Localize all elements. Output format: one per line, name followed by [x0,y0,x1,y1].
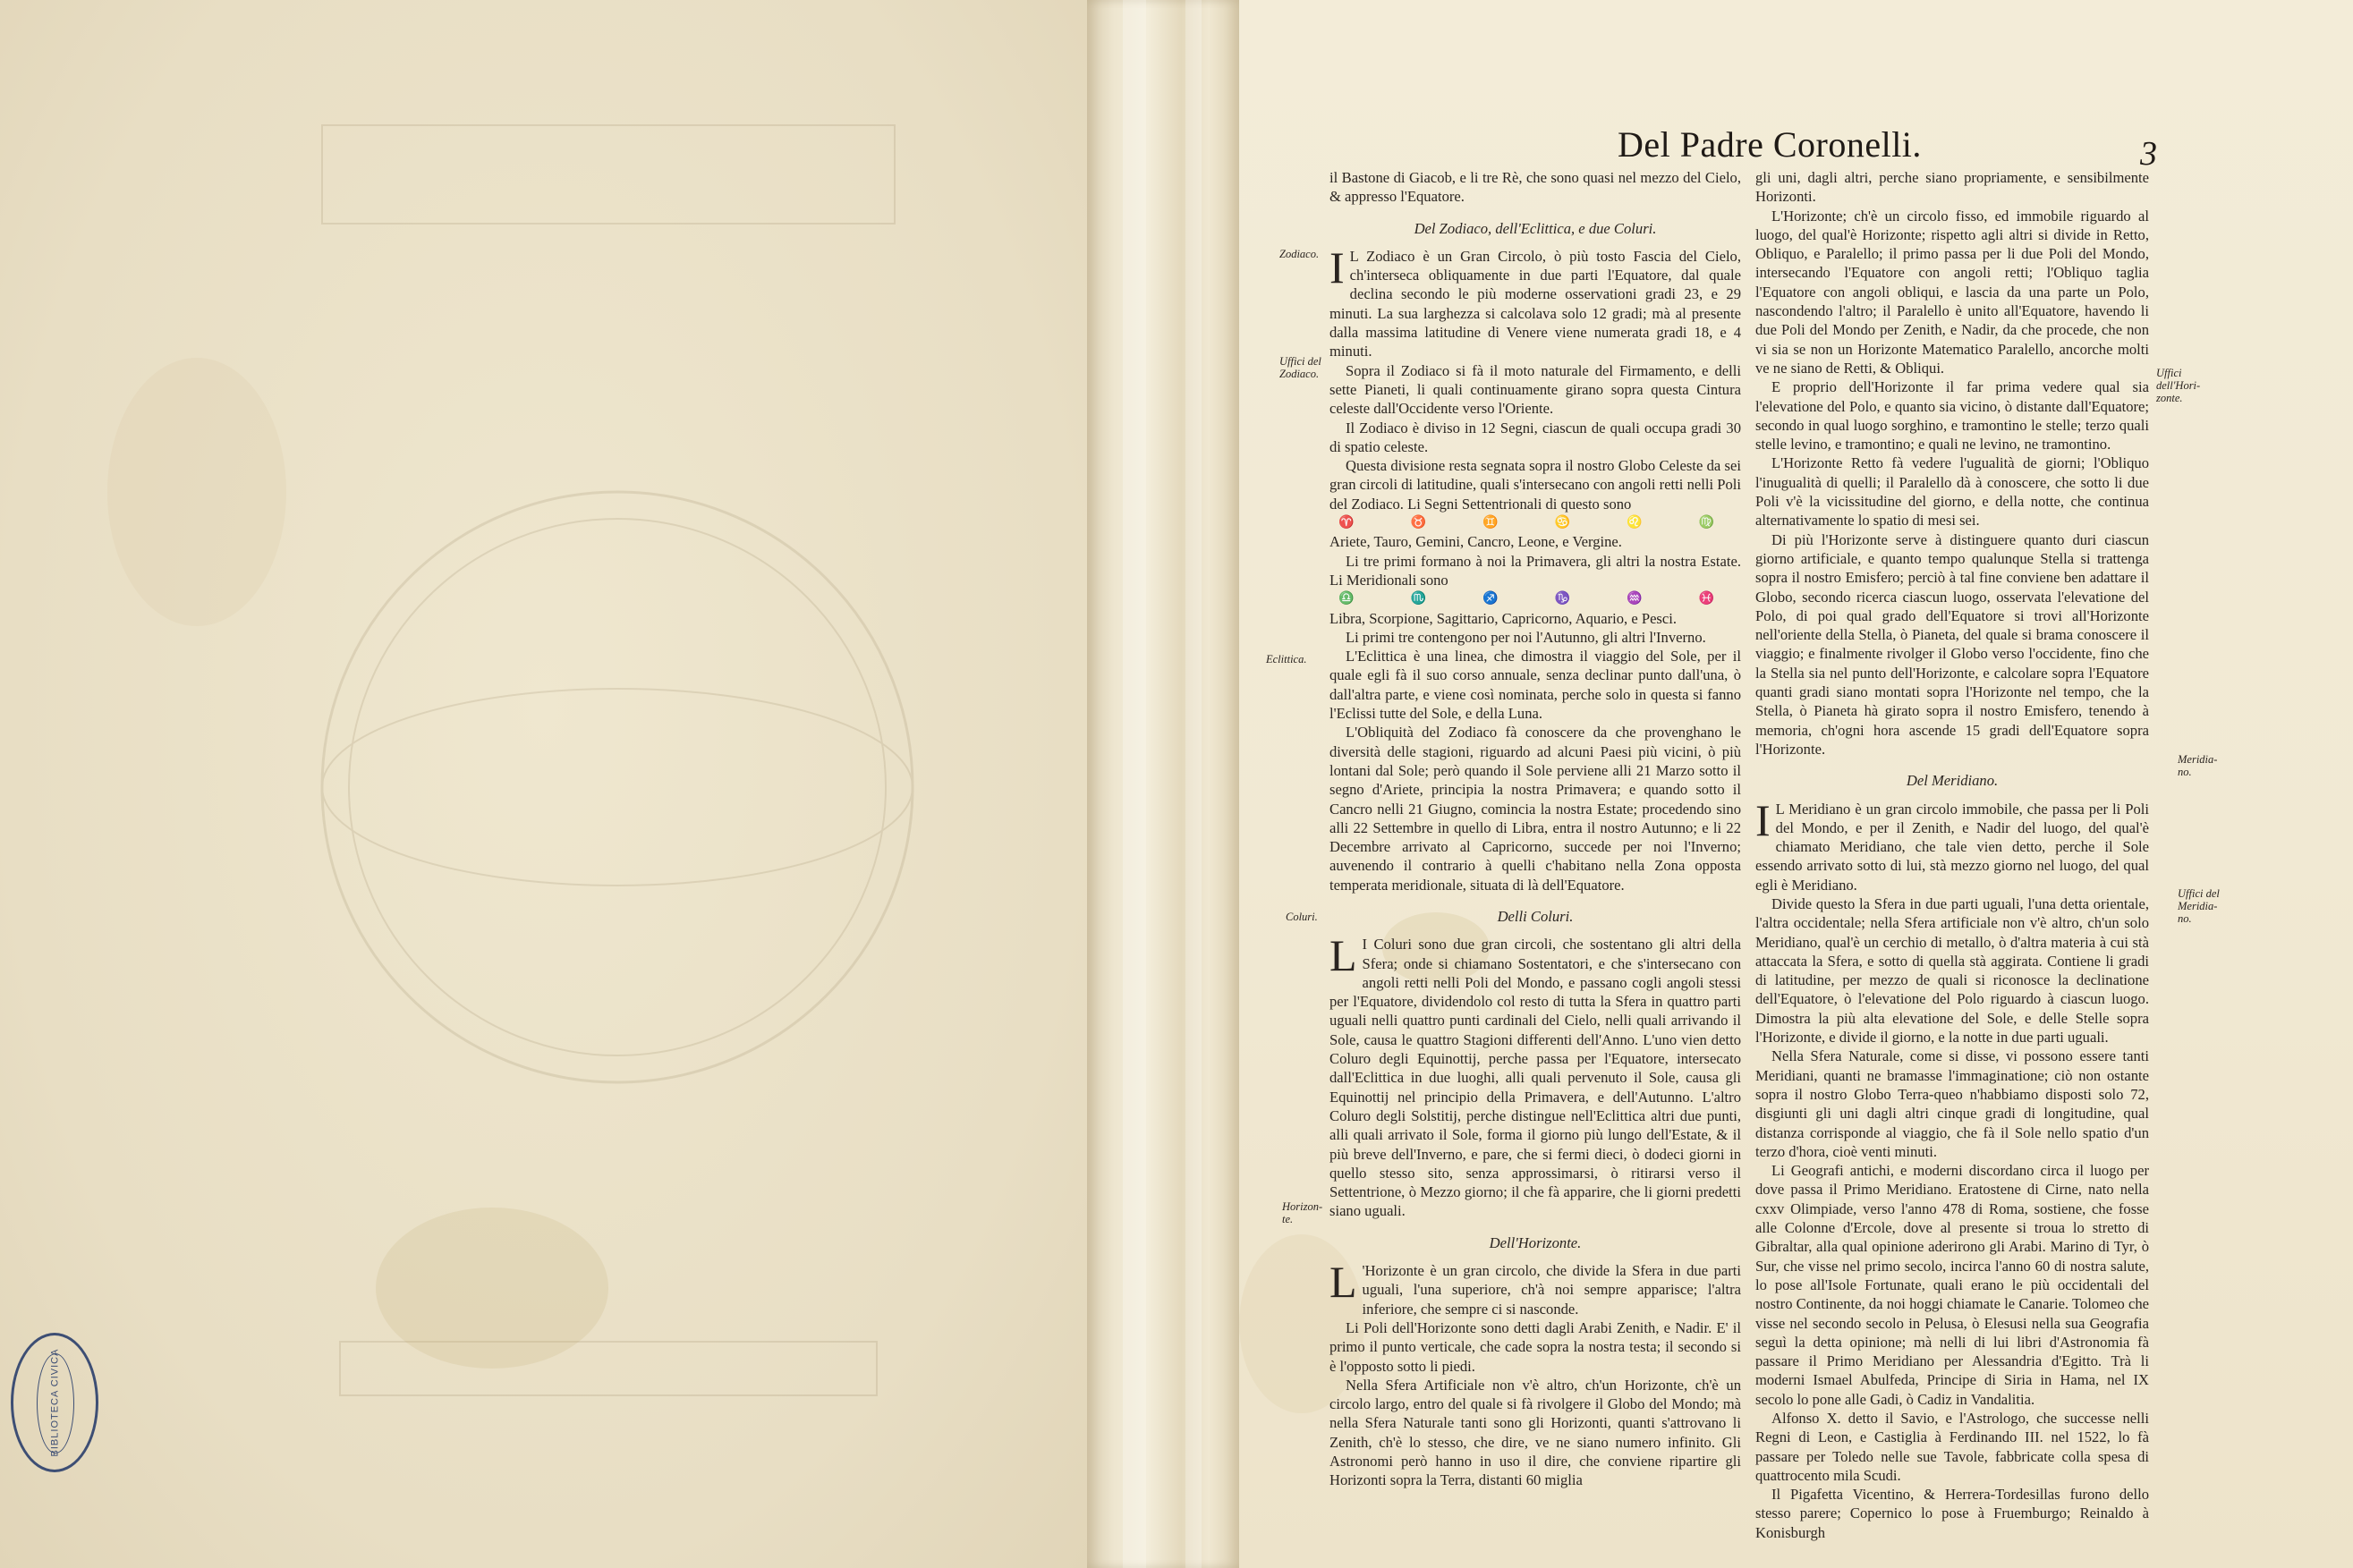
paragraph: Nella Sfera Artificiale non v'è altro, ch'un Horizonte, ch'è un circolo largo, entro del quale si fà rivolgere il Globo del Mondo; mà nella Sfera Naturale tanti sono gli Horizonti, quanti s'attrovano li Zenith, ch'è lo stesso, che dire, ve ne siano numero infinito. Gli Astronomi però hanno in uso il dire, che conviene ripartire gli Horizonti sopra la Terra, distanti 60 miglia [1329,1376,1741,1489]
zodiac-sign: ♒ [1627,592,1643,606]
running-header: Del Padre Coronelli. [1618,124,1922,165]
drop-cap: L [1329,1257,1357,1308]
paper-strip [1123,0,1146,1568]
paragraph: L'Horizonte Retto fà vedere l'ugualità de giorni; l'Obliquo l'inugualità di quelli; il Paralello dà à conoscere, che sotto li due Poli v'è la vicissitudine del giorno, e della notte, che continua alternativamente lo spatio di mesi sei. [1755,454,2149,530]
left-page-verso [0,0,1087,1568]
zodiac-sign: ♉ [1410,516,1426,530]
paragraph: 'Horizonte è un gran circolo, che divide la Sfera in due parti uguali, l'una superiore, ch'à noi sempre apparisce; l'altra inferiore, che sempre ci si nasconde. [1362,1262,1741,1318]
zodiac-sign: ♊ [1482,516,1499,530]
paragraph: Li Poli dell'Horizonte sono detti dagli Arabi Zenith, e Nadir. E' il primo il punto verticale, che cade sopra la nostra testa; il secondo si è l'opposto sotto li piedi. [1329,1318,1741,1375]
paragraph: E proprio dell'Horizonte il far prima vedere qual sia l'elevatione del Polo, e quanto sia vicino, ò distante dall'Equatore; secondo in qual luogo sorghino, e tramontino le stelle; terzo quali stelle levino, e tramontino; e quali ne levino, ne tramontino. [1755,378,2149,453]
margin-note-uffici-zodiaco: Uffici del Zodiaco. [1279,355,1321,380]
paragraph: Li Geografi antichi, e moderni discordano circa il luogo per dove passa il Primo Meridiano. Eratostene di Cirne, nato nella cxxv Olimpiade, verso l'anno 478 di Roma, sostiene, che fosse alle Colonne d'Ercole, dove al presente si troua lo stretto di Gibraltar, alla qual opinione aderirono gli Arabi. Marino di Tyr, ò Sur, che visse nel primo secolo, incirca l'anno 60 di nostra salute, lo pose all'Isole Fortunate, quali erano le più occidentali del nostro Continente, da noi hoggi chiamate le Canarie. Tolomeo che visse nel secondo secolo in Pelusa, ò Elesusi nella sua Geografia seguì la detta opinione; mà nelli di lui libri d'Astronomia fà passare il Primo Meridiano per Alessandria d'Egitto. Trà li moderni Ismael Abulfeda, Principe di Siria in Hama, nel IX secolo lo pone alle Gadi, ò Cadiz in Vandalitia. [1755,1162,2149,1408]
zodiac-sign: ♎ [1338,592,1355,606]
paragraph: L'Horizonte; ch'è un circolo fisso, ed immobile riguardo al luogo, del qual'è Horizonte; rispetto agli altri si divide in Retto, Obliquo, e Paralello; il primo passa per li due Poli del Mondo, intersecando l'Equatore con angoli retti; l'Obliquo taglia l'Equatore con angoli obliqui, e lascia da una parte un Polo, nascondendo l'altro; il Paralello è unito all'Equatore, havendo li due Poli del Mondo per Zenith, e Nadir, da che procede, che non vi sia se non un Horizonte Matematico Paralello, ancorche molti ve ne siano de Retti, & Obliqui. [1755,207,2149,377]
text-column-right [1755,168,2149,1542]
binding-gutter [1087,0,1239,1568]
zodiac-sign: ♑ [1554,592,1570,606]
zodiac-sign: ♋ [1554,516,1570,530]
paragraph: Il Zodiaco è diviso in 12 Segni, ciascun de quali occupa gradi 30 di spatio celeste. [1329,419,1741,455]
zodiac-names-south: Libra, Scorpione, Sagittario, Capricorno, Aquario, e Pesci. [1329,609,1678,627]
paragraph: Sopra il Zodiaco si fà il moto naturale del Firmamento, e delli sette Pianeti, li quali continuamente girano sopra questa Cintura celeste dall'Occidente verso l'Oriente. [1329,361,1741,418]
margin-note-horizonte: Horizon-te. [1282,1200,1323,1225]
paragraph: Questa divisione resta segnata sopra il nostro Globo Celeste da sei gran circoli di latitudine, quali s'intersecano con angoli retti nelli Poli del Zodiaco. Li Segni Settentrionali di questo sono [1329,457,1741,513]
paragraph: L'Obliquità del Zodiaco fà conoscere da che provenghano le diversità delle stagioni, riguardo ad alcuni Paesi più vicini, ò più lontani dal Sole; però quando il Sole perviene alli 21 Marzo sotto il segno d'Ariete, principia la nostra Primavera; e quando sotto il Cancro nelli 21 Giugno, comincia la nostra Estate; procedendo sino alli 22 Settembre in quello di Libra, entra il nostro Autunno; e li 22 Decembre arrivato al Capricorno, succede per noi l'Inverno; auvenendo il contrario à quelli c'habitano nella Zona opposta temperata meridionale, situata di là dell'Equatore. [1329,724,1741,894]
paragraph: Li primi tre contengono per noi l'Autunno, gli altri l'Inverno. [1346,628,1706,646]
paragraph: L Zodiaco è un Gran Circolo, ò più tosto Fascia del Cielo, ch'interseca obliquamente in due parti l'Equatore, dal quale declina secondo le più moderne osservationi gradi 23, e 29 minuti. La sua larghezza si calcolava solo 12 gradi; mà al presente dalla massima latitudine di Venere viene numerata gradi 18, e 4 minuti. [1329,247,1741,360]
zodiac-sign: ♏ [1410,592,1426,606]
zodiac-signs-north [1329,513,1741,532]
zodiac-signs-south [1329,589,1741,608]
paragraph: Di più l'Horizonte serve à distinguere quanto duri ciascun giorno artificiale, e quanto tempo qualunque Stella si trattenga sopra il nostro Emisfero; perciò à tal fine conviene ben adattare il Globo, secondo ricerca ciascun luogo, osservata l'elevatione del Polo, di poi qual grado dell'Equatore si trovi all'Horizonte nell'oriente della Stella, ò Pianeta, del quale si brama conoscere il viaggio; e finalmente rivolger il Globo verso l'occidente, fino che la Stella sia nel punto dell'Horizonte, e calcolare sopra l'Equatore quanti gradi siano montati sopra l'Horizonte nel tempo, che la Stella, ò Pianeta hà girato sopra il nostro Emisfero, tenendo à memoria, ch'ogni hora ascende 15 gradi dell'Equatore sopra l'Horizonte. [1755,530,2149,758]
paragraph: gli uni, dagli altri, perche siano propriamente, e sensibilmente Horizonti. [1755,169,2149,206]
zodiac-names-north: Ariete, Tauro, Gemini, Cancro, Leone, e Vergine. [1329,533,1622,551]
paragraph: Nella Sfera Naturale, come si disse, vi possono essere tanti Meridiani, quanti ne bramasse l'immaginatione; ciò non ostante sopra il nostro Globo Terra-queo n'habbiamo disposti solo 72, disgiunti gli uni dagli altri cinque gradi di longitudine, qual distanza corrisponde al viaggio, che fà il Sole nello spatio d'un terzo d'hora, cioè venti minuti. [1755,1047,2149,1160]
zodiac-sign: ♓ [1698,592,1714,606]
drop-cap: I [1755,794,1771,845]
library-stamp [11,1333,98,1472]
zodiac-sign: ♌ [1627,516,1643,530]
margin-note-uffici-horizonte: Uffici dell'Hori-zonte. [2156,367,2201,404]
paragraph: il Bastone di Giacob, e li tre Rè, che sono quasi nel mezzo del Cielo, & appresso l'Equatore. [1329,169,1741,206]
paragraph: Li tre primi formano à noi la Primavera, gli altri la nostra Estate. Li Meridionali sono [1329,552,1741,589]
margin-note-coluri: Coluri. [1286,911,1318,923]
paragraph: Il Pigafetta Vicentino, & Herrera-Tordesillas furono dello stesso parere; Copernico lo pose à Fruemburgo; Reinaldo à Konisburgh [1755,1486,2149,1541]
paragraph: I Coluri sono due gran circoli, che sostentano gli altri della Sfera; onde si chiamano Sostentatori, e che s'intersecano con angoli retti nelli Poli del Mondo, e passano cogli angoli stessi per l'Equatore, dividendolo col resto di tutta la Sfera in quattro parti uguali nelli quattro punti cardinali del Cielo, nelli quali arrivando il Sole, causa le quattro Stagioni differenti dell'Anno. L'uno vien detto Coluro degli Equinottij, perche passa per l'Equatore, intersecato dall'Eclittica in due luoghi, alli quali pervenuto il Sole, causa gli Equinottij nel principio della Primavera, e dell'Autunno. L'altro Coluro degli Solstitij, perche distingue nell'Eclittica altri due punti, alli quali arrivato il Sole, forma il giorno più lungo dell'Estate, & il più breve dell'Inverno, e pare, che si fermi dieci, ò dodeci giorni in quello stesso sito, senza approssimarsi, ò ritirarsi verso il Settentrione, ò Mezzo giorno; il che fà apparire, che li giorni predetti siano uguali. [1329,936,1741,1220]
paragraph: Alfonso X. detto il Savio, e l'Astrologo, che successe nelli Regni di Leon, e Castiglia à Ferdinando III. nel 1522, lo fà passare per Toledo nelle sue Tavole, fabbricate colla spesa di quattrocento mila Scudi. [1755,1410,2149,1484]
margin-note-zodiaco: Zodiaco. [1279,248,1320,260]
zodiac-sign: ♐ [1482,592,1499,606]
stamp-label: BIBLIOTECA CIVICA [49,1348,61,1457]
bleed-through-print [268,107,948,1449]
paper-strip [1185,0,1202,1568]
zodiac-sign: ♍ [1698,516,1714,530]
paragraph: L'Eclittica è una linea, che dimostra il viaggio del Sole, per il quale egli fà il suo corso annuale, senza declinar punto dall'una, ò dall'altra parte, e viene così nominata, perche solo in questa si fanno l'Eclissi tutte del Sole, e della Luna. [1329,648,1741,723]
paragraph: Divide questo la Sfera in due parti uguali, l'una detta orientale, l'altra occidentale; nella Sfera artificiale non v'è altro, ch'un solo Meridiano, qual'è un cerchio di metallo, ò d'altra materia à cui stà attaccata la Sfera, e sotto di quella stà aggirata. Contiene li gradi di latitudine, per mezzo de quali si riconosce la declinatione dell'Equatore, ò l'elevatione del Polo riguardo à ciascun luogo. Dimostra la più alta elevatione del Sole, e delle Stelle sopra l'Horizonte, e divide il giorno, e la notte in due parti uguali. [1755,894,2149,1047]
section-heading-coluri: Delli Coluri. [1497,907,1574,925]
drop-cap: I [1329,242,1345,292]
margin-note-meridiano: Meridia-no. [2178,753,2218,778]
drop-cap: L [1329,930,1357,981]
section-heading-meridiano: Del Meridiano. [1906,772,1999,790]
margin-note-eclittica: Eclittica. [1266,653,1307,665]
section-heading-horizonte: Dell'Horizonte. [1489,1233,1582,1251]
text-column-left [1329,168,1741,1490]
paragraph: L Meridiano è un gran circolo immobile, che passa per li Poli del Mondo, e per il Zenith, e Nadir del luogo, del qual'è chiamato Meridiano, che tale vien detto, perche il Sole essendo arrivato sotto di lui, stà mezzo giorno nel luogo, del qual egli è Meridiano. [1755,800,2149,894]
page-number: 3 [2140,135,2157,173]
section-heading-zodiaco: Del Zodiaco, dell'Eclittica, e due Coluri. [1414,219,1657,237]
zodiac-sign: ♈ [1338,516,1355,530]
margin-note-uffici-meridiano: Uffici del Meridia-no. [2178,887,2220,925]
